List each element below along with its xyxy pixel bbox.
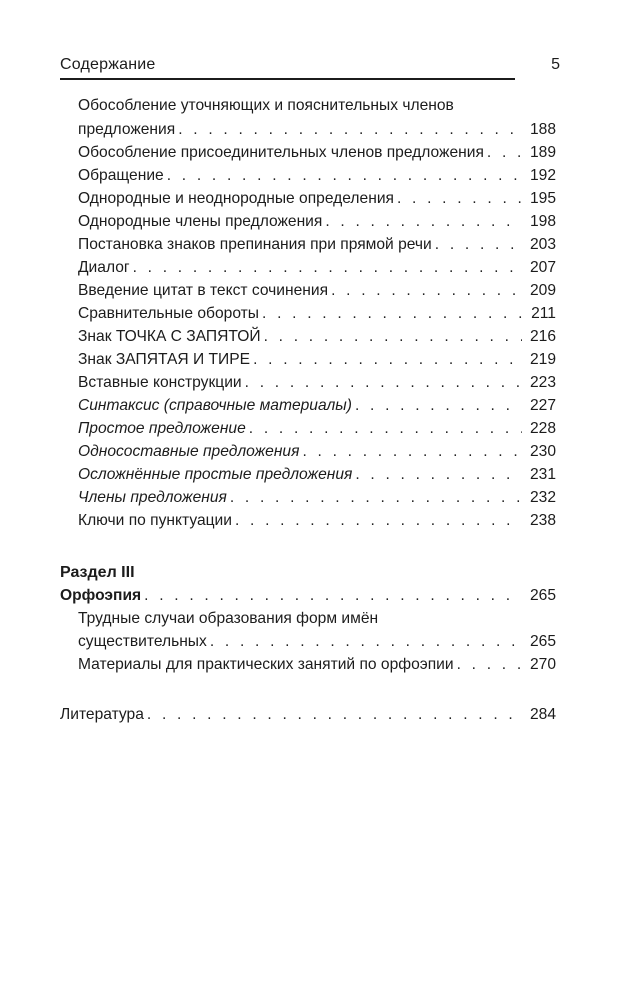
toc-entry-title: предложения — [78, 121, 176, 138]
toc-entry-title: Обособление присоединительных членов предложения — [78, 144, 484, 161]
toc-entry[interactable] — [78, 141, 556, 165]
page-number: 5 — [551, 56, 560, 73]
toc-entry[interactable] — [78, 394, 556, 418]
dot-leader — [397, 187, 522, 211]
toc-entry-title: Простое предложение — [78, 420, 246, 437]
toc-entry-title: Постановка знаков препинания при прямой речи — [78, 236, 432, 253]
dot-leader — [435, 233, 522, 257]
toc-entry-page: 238 — [529, 512, 556, 529]
toc-entry-page: 265 — [529, 633, 556, 650]
toc-entry-title: Материалы для практических занятий по орфоэпии — [78, 656, 454, 673]
toc-entry[interactable] — [78, 325, 556, 349]
toc-entry-title: Введение цитат в текст сочинения — [78, 282, 329, 299]
dot-leader — [331, 279, 522, 303]
toc-entry-title: Вставные конструкции — [78, 374, 242, 391]
toc-entry[interactable] — [78, 509, 556, 533]
toc-entry-title: Знак ЗАПЯТАЯ И ТИРЕ — [78, 351, 251, 368]
toc-entry[interactable] — [78, 417, 556, 441]
dot-leader — [167, 164, 522, 188]
toc-entry-title: Члены предложения — [78, 489, 227, 506]
dot-leader — [262, 302, 522, 326]
toc-entry-title: Однородные и неоднородные определения — [78, 190, 394, 207]
toc-entry[interactable] — [78, 653, 556, 677]
dot-leader — [147, 703, 522, 727]
running-head — [60, 56, 560, 82]
toc-entry[interactable] — [78, 164, 556, 188]
toc-entry-title: существительных — [78, 633, 207, 650]
dot-leader — [264, 325, 522, 349]
toc-entry-page: 207 — [529, 259, 556, 276]
toc-entry-title: Диалог — [78, 259, 130, 276]
toc-entry-title: Обращение — [78, 167, 164, 184]
toc-entry-page: 211 — [531, 305, 556, 322]
toc-entry[interactable] — [78, 486, 556, 510]
toc-entry[interactable] — [78, 233, 556, 257]
toc-entry-title: Синтаксис (справочные материалы) — [78, 397, 352, 414]
dot-leader — [355, 463, 522, 487]
section-heading: Раздел III — [60, 564, 135, 581]
toc-entry[interactable] — [78, 256, 556, 280]
dot-leader — [355, 394, 522, 418]
dot-leader — [235, 509, 522, 533]
toc-entry-title: Однородные члены предложения — [78, 213, 323, 230]
toc-entry[interactable] — [78, 187, 556, 211]
toc-literature-title: Литература — [60, 706, 144, 723]
dot-leader — [457, 653, 522, 677]
toc-entry[interactable] — [78, 210, 556, 234]
toc-section-page: 265 — [529, 587, 556, 604]
toc-entry-title: Знак ТОЧКА С ЗАПЯТОЙ — [78, 328, 261, 345]
toc-section-title: Орфоэпия — [60, 587, 142, 604]
toc-entry-page: 230 — [529, 443, 556, 460]
toc-entry[interactable] — [78, 463, 556, 487]
toc-entry[interactable] — [78, 630, 556, 654]
toc-entry[interactable] — [78, 279, 556, 303]
dot-leader — [325, 210, 522, 234]
toc-entry-page: 232 — [529, 489, 556, 506]
dot-leader — [245, 371, 522, 395]
dot-leader — [487, 141, 522, 165]
dot-leader — [253, 348, 522, 372]
toc-entry-title: Сравнительные обороты — [78, 305, 260, 322]
running-head-title: Содержание — [60, 56, 156, 73]
toc-entry-page: 188 — [529, 121, 556, 138]
toc-entry[interactable] — [78, 302, 556, 326]
toc-entry[interactable] — [78, 440, 556, 464]
toc-entry-page: 192 — [529, 167, 556, 184]
toc-entry-page: 198 — [529, 213, 556, 230]
toc-entry-page: 231 — [529, 466, 556, 483]
toc-entry-page: 195 — [529, 190, 556, 207]
toc-entry-page: 209 — [529, 282, 556, 299]
toc-entry[interactable] — [78, 348, 556, 372]
toc-entry-page: 228 — [529, 420, 556, 437]
toc-literature-entry[interactable] — [60, 703, 556, 727]
toc-entry-page: 189 — [529, 144, 556, 161]
toc-entry-page: 223 — [529, 374, 556, 391]
dot-leader — [249, 417, 522, 441]
toc-entry-page: 216 — [529, 328, 556, 345]
toc-literature-page: 284 — [529, 706, 556, 723]
toc-entry-page: 219 — [529, 351, 556, 368]
toc-entry-text-line1: Трудные случаи образования форм имён — [78, 610, 379, 627]
dot-leader — [178, 118, 522, 142]
dot-leader — [230, 486, 522, 510]
toc-entry-page: 270 — [529, 656, 556, 673]
toc-entry-text-line1: Обособление уточняющих и пояснительных членов — [78, 97, 454, 114]
toc-entry-title: Ключи по пунктуации — [78, 512, 232, 529]
header-rule — [60, 78, 515, 80]
toc-entry-title: Односоставные предложения — [78, 443, 300, 460]
toc-entry[interactable] — [78, 371, 556, 395]
dot-leader — [133, 256, 522, 280]
dot-leader — [302, 440, 522, 464]
toc-entry-page: 203 — [529, 236, 556, 253]
dot-leader — [144, 584, 522, 608]
toc-section-entry[interactable] — [60, 584, 556, 608]
dot-leader — [210, 630, 522, 654]
toc-entry[interactable] — [78, 118, 556, 142]
toc-entry-page: 227 — [529, 397, 556, 414]
toc-entry-title: Осложнённые простые предложения — [78, 466, 353, 483]
